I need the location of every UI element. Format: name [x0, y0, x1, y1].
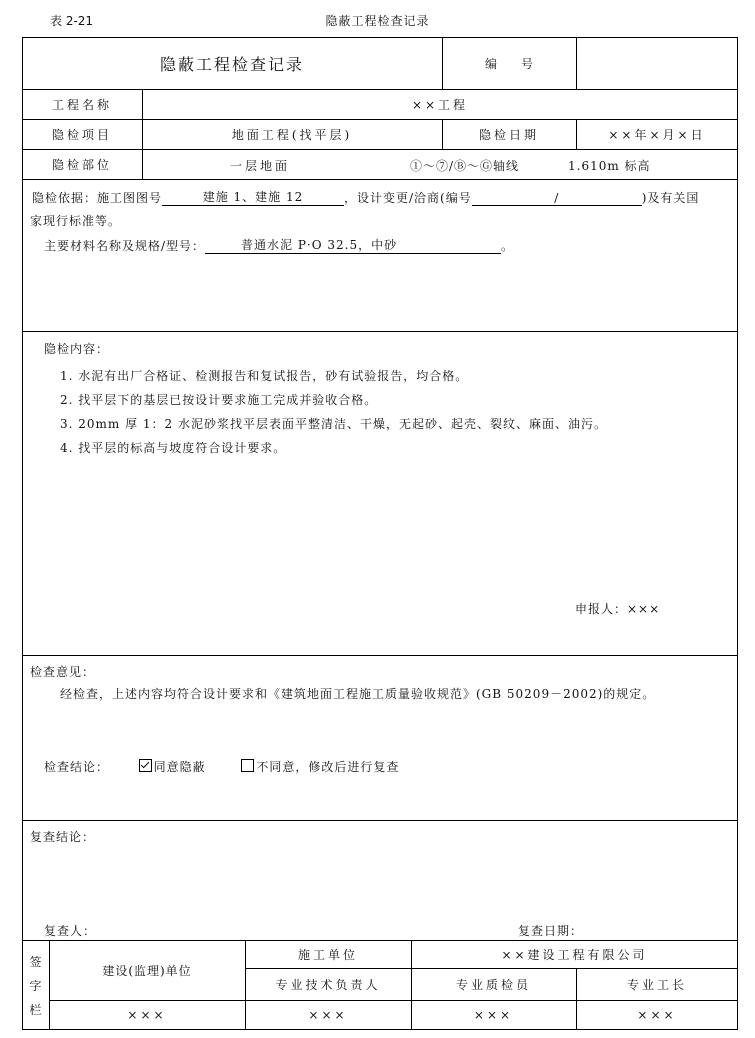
content-label: 隐检内容： [44, 342, 110, 356]
agree-label: 同意隐蔽 [153, 760, 206, 774]
reporter: 申报人：××× [575, 602, 661, 616]
serial-label: 编 号 [484, 56, 533, 71]
material-end: 。 [501, 239, 515, 253]
item-label: 隐检项目 [51, 127, 112, 142]
item-value[interactable]: 地面工程(找平层) [231, 127, 353, 142]
disagree-option[interactable] [241, 760, 399, 774]
content-item: 4. 找平层的标高与坡度符合设计要求。 [60, 441, 287, 455]
project-name-label: 工程名称 [51, 97, 112, 112]
basis-suffix: )及有关国 [641, 191, 700, 205]
divider [22, 820, 738, 821]
recheck-label: 复查结论： [30, 830, 96, 844]
quality-inspector-signature[interactable]: ××× [473, 1008, 514, 1022]
agree-option[interactable] [139, 760, 206, 774]
material-field[interactable]: 普通水泥 P·O 32.5，中砂 [205, 236, 501, 254]
basis-change-text: ，设计变更/洽商(编号 [344, 191, 472, 205]
location-axis[interactable]: ①～⑦/Ⓑ～Ⓖ轴线 [410, 159, 520, 173]
recheck-person-label: 复查人： [44, 924, 97, 938]
conclusion-label: 检查结论： [44, 760, 110, 774]
project-name-value[interactable]: ××工程 [411, 97, 469, 112]
material-line [44, 236, 514, 254]
signature-column-label [22, 950, 49, 1022]
tech-lead-signature[interactable]: ××× [308, 1008, 348, 1022]
construction-unit-name[interactable]: ××建设工程有限公司 [501, 947, 648, 962]
material-label: 主要材料名称及规格/型号： [44, 239, 206, 253]
opinion-label: 检查意见： [30, 665, 96, 679]
signature-char: 字 [29, 979, 42, 993]
quality-inspector-label: 专业质检员 [455, 977, 531, 992]
location-elevation[interactable]: 1.610m 标高 [568, 159, 651, 173]
foreman-label: 专业工长 [626, 977, 687, 992]
drawing-numbers-field[interactable]: 建施 1、建施 12 [162, 188, 344, 206]
content-item: 2. 找平层下的基层已按设计要求施工完成并验收合格。 [60, 393, 378, 407]
signature-char: 栏 [29, 1003, 42, 1017]
content-item: 1. 水泥有出厂合格证、检测报告和复试报告，砂有试验报告，均合格。 [60, 369, 469, 383]
table-number: 表 2-21 [50, 14, 94, 28]
owner-signature[interactable]: ××× [127, 1008, 167, 1022]
basis-prefix: 隐检依据：施工图图号 [32, 191, 163, 205]
running-title: 隐蔽工程检查记录 [325, 14, 430, 28]
form-frame [22, 37, 738, 1030]
serial-value[interactable] [576, 37, 738, 89]
opinion-text: 经检查，上述内容均符合设计要求和《建筑地面工程施工质量验收规范》(GB 50209－2002)的规定。 [60, 687, 656, 701]
signature-char: 签 [29, 955, 42, 969]
divider [22, 655, 738, 656]
date-value[interactable]: ××年×月×日 [608, 127, 706, 142]
location-label: 隐检部位 [51, 157, 112, 172]
disagree-checkbox[interactable] [241, 759, 254, 772]
construction-unit-label: 施工单位 [297, 947, 358, 962]
recheck-date-label: 复查日期： [518, 924, 584, 938]
content-list [60, 364, 607, 460]
change-number-field[interactable]: / [472, 191, 642, 206]
foreman-signature[interactable]: ××× [637, 1008, 677, 1022]
location-floor[interactable]: 一层地面 [230, 159, 291, 173]
agree-checkbox[interactable] [139, 759, 152, 772]
content-item: 3. 20mm 厚 1：2 水泥砂浆找平层表面平整清洁、干燥，无起砂、起壳、裂纹、麻面、油污。 [60, 417, 608, 431]
basis-line [32, 188, 732, 206]
owner-unit-label: 建设(监理)单位 [102, 963, 192, 978]
date-label: 隐检日期 [478, 127, 539, 142]
basis-suffix-line2: 家现行标准等。 [30, 214, 122, 228]
conclusion-row [44, 758, 399, 775]
divider [22, 179, 738, 180]
form-title: 隐蔽工程检查记录 [159, 54, 304, 74]
tech-lead-label: 专业技术负责人 [275, 977, 381, 992]
divider [22, 331, 738, 332]
disagree-label: 不同意，修改后进行复查 [256, 760, 400, 774]
